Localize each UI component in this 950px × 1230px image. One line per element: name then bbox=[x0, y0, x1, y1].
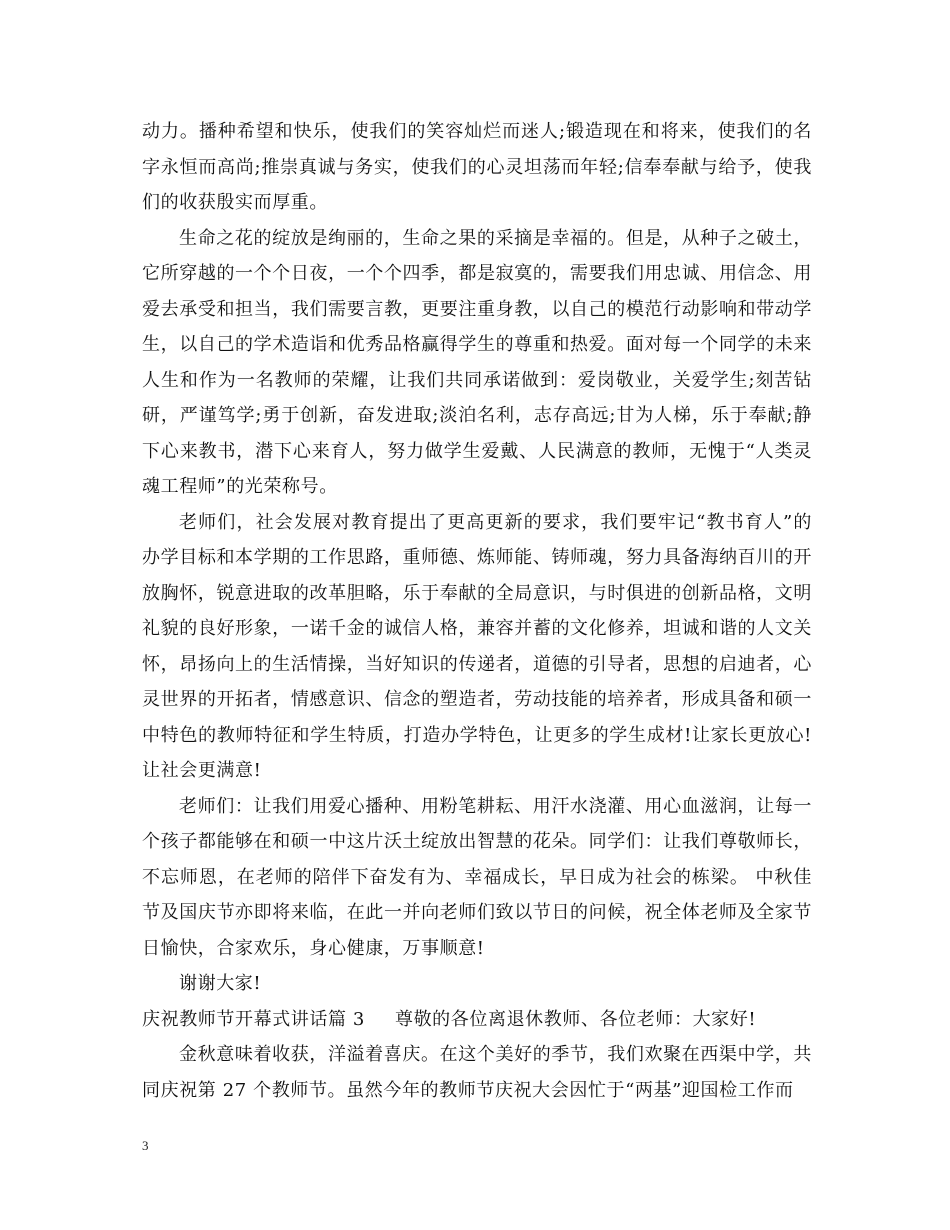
paragraph-golden-autumn: 金秋意味着收获，洋溢着喜庆。在这个美好的季节，我们欢聚在西渠中学，共同庆祝第 27 个教师节。虽然今年的教师节庆祝大会因忙于“两基”迎国检工作而 bbox=[142, 1044, 812, 1101]
paragraph-teachers-society: 老师们，社会发展对教育提出了更高更新的要求，我们要牢记“教书育人”的办学目标和本学期的工作思路，重师德、炼师能、铸师魂，努力具备海纳百川的开放胸怀，锐意进取的改革胆略，乐于奉献的全局意识，与时俱进的创新品格，文明礼貌的良好形象，一诺千金的诚信人格，兼容并蓄的文化修养，坦诚和谐的人文关怀，昂扬向上的生活情操，当好知识的传递者，道德的引导者，思想的启迪者，心灵世界的开拓者，情感意识、信念的塑造者，劳动技能的培养者，形成具备和硕一中特色的教师特征和学生特质，打造办学特色，让更多的学生成材!让家长更放心!让社会更满意! bbox=[142, 511, 812, 781]
document-body bbox=[142, 114, 812, 1108]
section-title: 庆祝教师节开幕式讲话篇 3 bbox=[142, 1008, 365, 1030]
page-number: 3 bbox=[142, 1138, 149, 1153]
paragraph-continuation: 动力。播种希望和快乐，使我们的笑容灿烂而迷人;锻造现在和将来，使我们的名字永恒而高尚;推崇真诚与务实，使我们的心灵坦荡而年轻;信奉奉献与给予，使我们的收获殷实而厚重。 bbox=[142, 121, 812, 213]
paragraph-life-flower: 生命之花的绽放是绚丽的，生命之果的采摘是幸福的。但是，从种子之破土，它所穿越的一个个日夜，一个个四季，都是寂寞的，需要我们用忠诚、用信念、用爱去承受和担当，我们需要言教，更要注重身教，以自己的模范行动影响和带动学生，以自己的学术造诣和优秀品格赢得学生的尊重和热爱。面对每一个同学的未来人生和作为一名教师的荣耀，让我们共同承诺做到：爱岗敬业，关爱学生;刻苦钻研，严谨笃学;勇于创新，奋发进取;淡泊名利，志存高远;甘为人梯，乐于奉献;静下心来教书，潜下心来育人，努力做学生爱戴、人民满意的教师，无愧于“人类灵魂工程师”的光荣称号。 bbox=[142, 227, 812, 497]
section-greeting: 尊敬的各位离退休教师、各位老师：大家好! bbox=[394, 1008, 757, 1030]
paragraph-thanks: 谢谢大家! bbox=[179, 973, 262, 994]
section-heading bbox=[142, 1002, 812, 1038]
paragraph-teachers-students: 老师们：让我们用爱心播种、用粉笔耕耘、用汗水浇灌、用心血滋润，让每一个孩子都能够在和硕一中这片沃土绽放出智慧的花朵。同学们：让我们尊敬师长，不忘师恩，在老师的陪伴下奋发有为、幸福成长，早日成为社会的栋梁。 中秋佳节及国庆节亦即将来临，在此一并向老师们致以节日的问候，祝全体老师及全家节日愉快，合家欢乐，身心健康，万事顺意! bbox=[142, 795, 812, 959]
